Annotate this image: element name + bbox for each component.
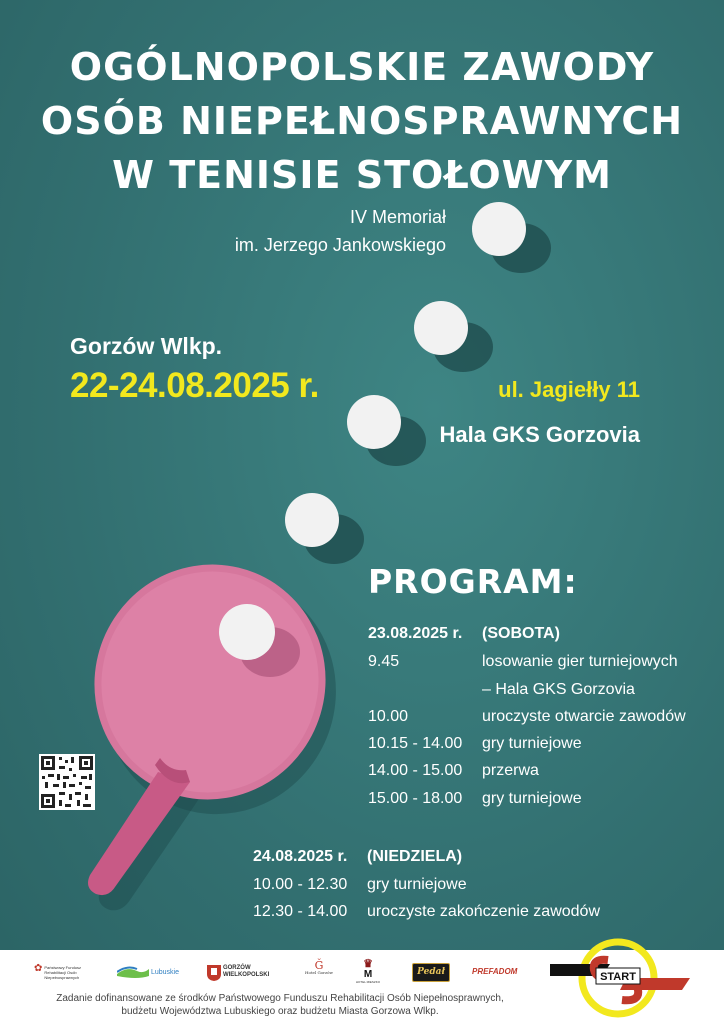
pfron-logo-text: Państwowy Fundusz Rehabilitacji Osób Niepełnosprawnych [44, 965, 82, 980]
lubuskie-logo [117, 966, 179, 978]
hotel-mieszko-text: HOTEL MIESZKO [355, 980, 381, 984]
pedal-logo-text: Pedał [417, 967, 445, 977]
funding-note-line-1: Zadanie dofinansowane ze środków Państwowego Funduszu Rehabilitacji Osób Niepełnosprawnych, [56, 993, 504, 1004]
subtitle-line-2: im. Jerzego Jankowskiego [234, 235, 446, 255]
start-logo-text: START [600, 971, 636, 983]
event-dates: 22-24.08.2025 r. [70, 366, 319, 405]
prefadom-logo-text: PREFADOM [472, 967, 518, 976]
lubuskie-logo-text: Lubuskie [150, 968, 179, 976]
saturday-item-text: uroczyste otwarcie zawodów [482, 708, 686, 725]
gorzow-logo-line-2: WIELKOPOLSKI [222, 972, 270, 978]
hotel-gorzow-icon: Ǧ [314, 959, 324, 972]
title-line-1: OGÓLNOPOLSKIE ZAWODY [69, 45, 655, 89]
title-line-2: OSÓB NIEPEŁNOSPRAWNYCH [40, 99, 684, 143]
lubuskie-logo-icon [117, 966, 149, 978]
ping-pong-ball-icon [279, 487, 369, 567]
ping-pong-ball-icon [408, 295, 498, 375]
gorzow-crest-icon [207, 965, 221, 981]
sunday-item-text: gry turniejowe [367, 876, 467, 893]
table-tennis-paddle-icon [60, 560, 360, 930]
hotel-mieszko-logo [355, 958, 381, 984]
saturday-item-time: 15.00 - 18.00 [368, 790, 463, 807]
saturday-day: (SOBOTA) [482, 625, 560, 642]
saturday-item-text: gry turniejowe [482, 735, 582, 752]
gorzow-logo-line-1: GORZÓW [222, 965, 251, 971]
saturday-item-time: 9.45 [368, 653, 400, 670]
ping-pong-ball-icon [341, 389, 431, 469]
pfron-logo-icon: ✿ [34, 963, 43, 974]
ping-pong-ball-icon [466, 196, 556, 276]
title-line-3: W TENISIE STOŁOWYM [112, 153, 612, 197]
start-logo-icon [550, 930, 690, 1020]
prefadom-logo [472, 968, 517, 977]
sunday-item-text: uroczyste zakończenie zawodów [367, 903, 601, 920]
event-venue: Hala GKS Gorzovia [439, 422, 640, 447]
sunday-item-time: 10.00 - 12.30 [253, 876, 348, 893]
hotel-gorzow-text: Hotel Gorzów [305, 970, 333, 975]
saturday-item-text: przerwa [482, 762, 539, 779]
hotel-gorzow-logo [302, 959, 336, 975]
pedal-logo [412, 963, 450, 982]
page-title [0, 40, 724, 202]
saturday-item-text: gry turniejowe [482, 790, 582, 807]
sunday-date: 24.08.2025 r. [253, 848, 348, 865]
qr-code-icon[interactable] [39, 754, 95, 810]
saturday-item-time: 10.15 - 14.00 [368, 735, 463, 752]
sunday-item-time: 12.30 - 14.00 [253, 903, 348, 920]
event-street: ul. Jagiełły 11 [498, 377, 640, 402]
crown-icon: ♛ [363, 958, 373, 970]
pfron-logo [34, 965, 94, 980]
sunday-day: (NIEDZIELA) [367, 848, 463, 865]
event-city: Gorzów Wlkp. [70, 333, 223, 359]
saturday-date: 23.08.2025 r. [368, 625, 463, 642]
gorzow-logo [207, 965, 269, 981]
saturday-item-time: 10.00 [368, 708, 409, 725]
memorial-subtitle [150, 203, 446, 259]
funding-note-line-2: budżetu Województwa Lubuskiego oraz budżetu Miasta Gorzowa Wlkp. [121, 1006, 439, 1017]
saturday-item-text: losowanie gier turniejowych [482, 653, 678, 670]
saturday-item-time: 14.00 - 15.00 [368, 762, 463, 779]
funding-note [0, 992, 560, 1018]
subtitle-line-1: IV Memoriał [349, 207, 446, 227]
mieszko-m-icon: M [363, 969, 373, 980]
program-heading: PROGRAM: [368, 562, 578, 601]
saturday-item-text: – Hala GKS Gorzovia [482, 681, 635, 698]
